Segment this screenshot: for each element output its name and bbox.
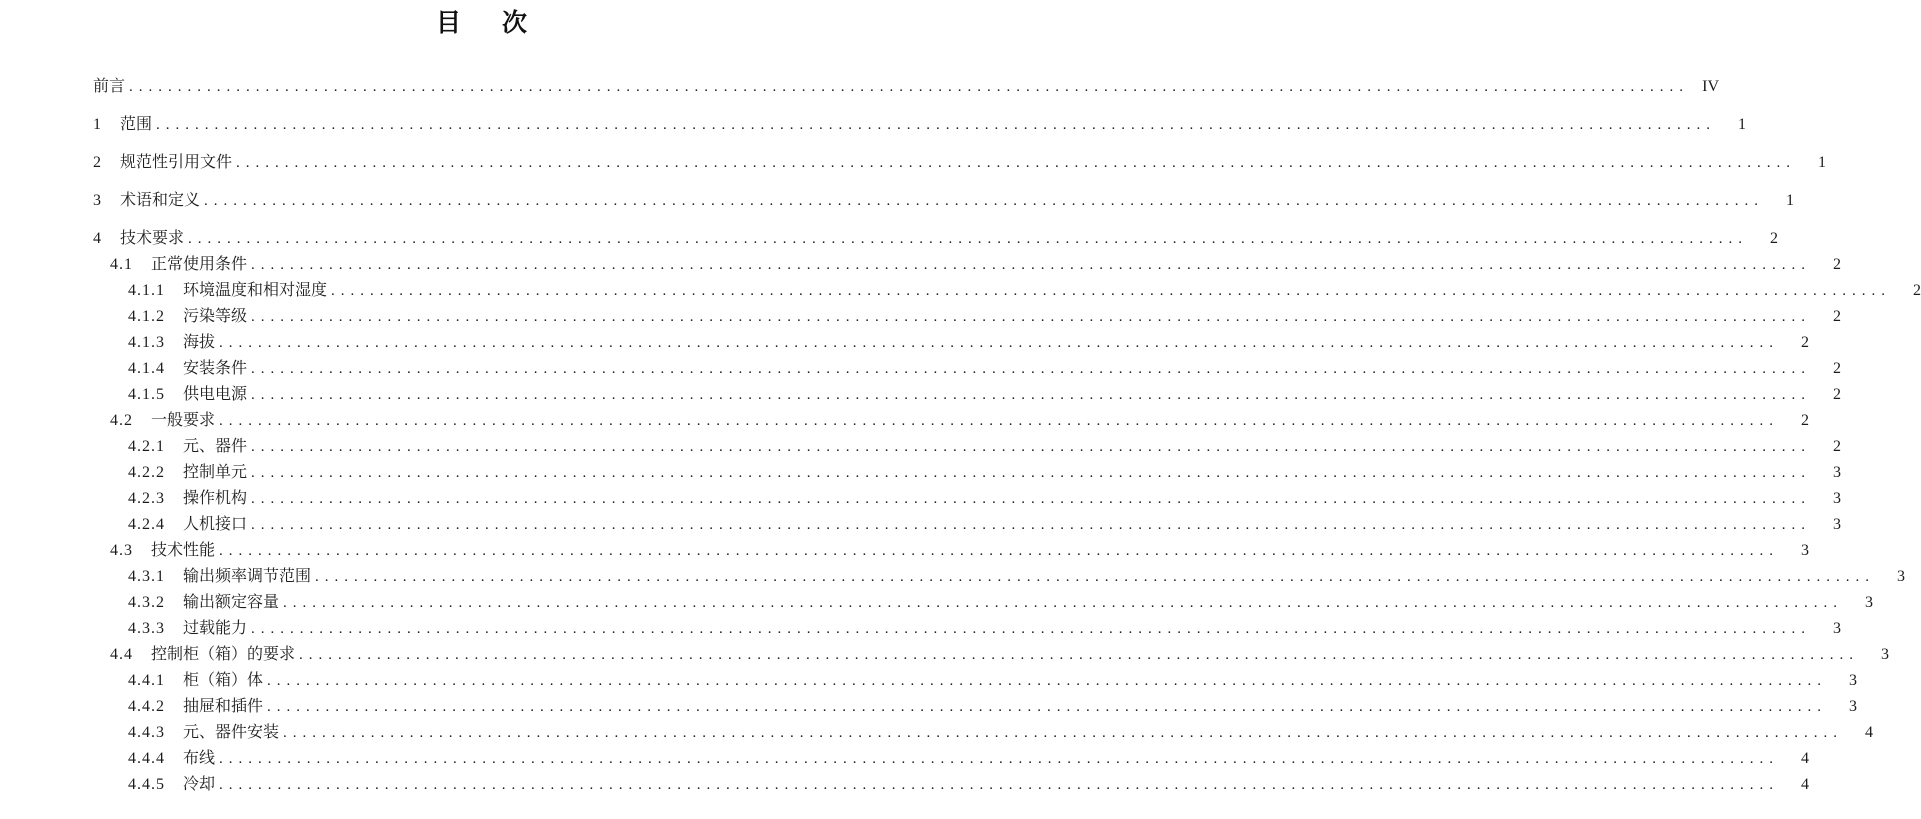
dot-leader: ................................................................................................................................................................ [251,491,1812,507]
toc-entry-page: 2 [1833,386,1842,403]
toc-entry-number: 1 [93,116,102,133]
toc-entry-title: 一般要求 [151,412,216,429]
toc-entry [93,642,1890,668]
toc-entry-title: 规范性引用文件 [120,154,233,171]
toc-entry-number: 4.3 [110,542,133,559]
toc-entry-title: 输出频率调节范围 [183,568,312,585]
dot-leader: ................................................................................................................................................................ [283,595,1844,611]
toc-entry [93,150,1827,176]
dot-leader: ................................................................................................................................................................ [219,751,1780,767]
toc-entry [93,226,1779,252]
toc-entry [93,486,1842,512]
toc-entry [93,304,1842,330]
toc-entry-title: 范围 [120,116,153,133]
dot-leader: ................................................................................................................................................................ [299,647,1860,663]
toc-entry-number: 4.4.5 [128,776,165,793]
dot-leader: ................................................................................................................................................................ [315,569,1876,585]
dot-leader: ................................................................................................................................................................ [251,309,1812,325]
toc-entry-page: 2 [1770,230,1779,247]
toc-entry [93,252,1842,278]
toc-entry [93,382,1842,408]
toc-entry-number: 4.4.3 [128,724,165,741]
dot-leader: ................................................................................................................................................................ [251,387,1812,403]
toc-entry [93,668,1858,694]
toc-entry-title: 技术性能 [151,542,216,559]
toc-entry-number: 4.4.1 [128,672,165,689]
toc-entry-page: 3 [1833,516,1842,533]
toc-entry-number: 4.1.3 [128,334,165,351]
toc-entry-page: 3 [1865,594,1874,611]
toc-entry-page: 1 [1818,154,1827,171]
toc-entry-number: 4.3.1 [128,568,165,585]
toc-entry-number: 3 [93,192,102,209]
page-title: 目 次 [436,9,527,37]
dot-leader: ................................................................................................................................................................ [251,517,1812,533]
toc-entry-page: 2 [1801,334,1810,351]
dot-leader: ................................................................................................................................................................ [129,79,1690,95]
toc-entry-number: 4.3.2 [128,594,165,611]
toc-entry-page: 2 [1833,438,1842,455]
toc-entry-number: 4.4 [110,646,133,663]
toc-entry [93,720,1874,746]
dot-leader: ................................................................................................................................................................ [283,725,1844,741]
toc-entry-page: 2 [1801,412,1810,429]
toc-entry-title: 污染等级 [183,308,248,325]
toc-entry-page: 2 [1833,256,1842,273]
toc-entry-number: 4.2.3 [128,490,165,507]
toc-entry-title: 柜（箱）体 [183,672,264,689]
toc-entry [93,616,1842,642]
toc-entry-number: 4 [93,230,102,247]
dot-leader: ................................................................................................................................................................ [219,413,1780,429]
toc-entry [93,278,1921,304]
toc-entry [93,356,1842,382]
toc-entry-title: 布线 [183,750,216,767]
toc-entry-title: 元、器件 [183,438,248,455]
toc-entry-number: 4.3.3 [128,620,165,637]
toc-entry-title: 元、器件安装 [183,724,280,741]
toc-entry [93,112,1747,138]
toc-entry-number: 4.2 [110,412,133,429]
toc-entry [93,590,1874,616]
toc-entry-title: 术语和定义 [120,192,201,209]
dot-leader: ................................................................................................................................................................ [156,117,1717,133]
toc-entry [93,74,1720,100]
toc-entry [93,564,1906,590]
toc-entry [93,188,1795,214]
toc-entry-page: 1 [1786,192,1795,209]
toc-entry [93,746,1810,772]
dot-leader: ................................................................................................................................................................ [219,543,1780,559]
dot-leader: ................................................................................................................................................................ [204,193,1765,209]
toc-entry-number: 2 [93,154,102,171]
toc-entry-page: 4 [1801,776,1810,793]
toc-entry-number: 4.2.4 [128,516,165,533]
toc-entry-number: 4.1.4 [128,360,165,377]
toc-entry-page: 1 [1738,116,1747,133]
toc-entry-title: 技术要求 [120,230,185,247]
dot-leader: ................................................................................................................................................................ [251,465,1812,481]
toc-entry [93,330,1810,356]
toc-entry-page: 3 [1849,698,1858,715]
dot-leader: ................................................................................................................................................................ [219,777,1780,793]
toc-entry-title: 环境温度和相对湿度 [183,282,328,299]
toc-entry-page: 2 [1833,308,1842,325]
toc-entry-page: IV [1702,78,1720,95]
toc-entry-title: 人机接口 [183,516,248,533]
toc-entry-number: 4.1 [110,256,133,273]
toc-entry-number: 4.2.2 [128,464,165,481]
toc-entry-number: 4.1.1 [128,282,165,299]
toc-entry [93,694,1858,720]
dot-leader: ................................................................................................................................................................ [331,283,1892,299]
dot-leader: ................................................................................................................................................................ [188,231,1749,247]
toc-entry-number: 4.4.2 [128,698,165,715]
toc-entry [93,408,1810,434]
toc-entry-title: 正常使用条件 [151,256,248,273]
dot-leader: ................................................................................................................................................................ [251,361,1812,377]
toc-entry-title: 海拔 [183,334,216,351]
toc-entry-page: 2 [1913,282,1921,299]
toc-entry-page: 3 [1833,490,1842,507]
dot-leader: ................................................................................................................................................................ [251,257,1812,273]
toc-entry-number: 4.1.2 [128,308,165,325]
toc-entry-page: 3 [1881,646,1890,663]
dot-leader: ................................................................................................................................................................ [236,155,1797,171]
toc-entry-page: 3 [1833,620,1842,637]
toc-entry-title: 冷却 [183,776,216,793]
dot-leader: ................................................................................................................................................................ [219,335,1780,351]
dot-leader: ................................................................................................................................................................ [251,439,1812,455]
toc-entry-page: 2 [1833,360,1842,377]
toc-entry-page: 3 [1801,542,1810,559]
toc-entry-title: 输出额定容量 [183,594,280,611]
toc-entry-title: 控制柜（箱）的要求 [151,646,296,663]
toc-entry [93,772,1810,798]
toc-entry-page: 3 [1849,672,1858,689]
toc-entry-title: 供电电源 [183,386,248,403]
toc-entry-page: 4 [1865,724,1874,741]
toc-entry-title: 操作机构 [183,490,248,507]
toc-entry-title: 抽屉和插件 [183,698,264,715]
toc-list [93,74,1921,798]
toc-entry-page: 3 [1833,464,1842,481]
toc-entry [93,434,1842,460]
toc-entry-number: 4.2.1 [128,438,165,455]
toc-entry [93,460,1842,486]
dot-leader: ................................................................................................................................................................ [251,621,1812,637]
dot-leader: ................................................................................................................................................................ [267,699,1828,715]
toc-entry-title: 过载能力 [183,620,248,637]
toc-entry-title: 前言 [93,78,126,95]
dot-leader: ................................................................................................................................................................ [267,673,1828,689]
toc-entry-number: 4.4.4 [128,750,165,767]
toc-entry-page: 3 [1897,568,1906,585]
toc-entry [93,538,1810,564]
toc-entry-page: 4 [1801,750,1810,767]
toc-entry-number: 4.1.5 [128,386,165,403]
toc-entry-title: 安装条件 [183,360,248,377]
toc-entry [93,512,1842,538]
toc-entry-title: 控制单元 [183,464,248,481]
